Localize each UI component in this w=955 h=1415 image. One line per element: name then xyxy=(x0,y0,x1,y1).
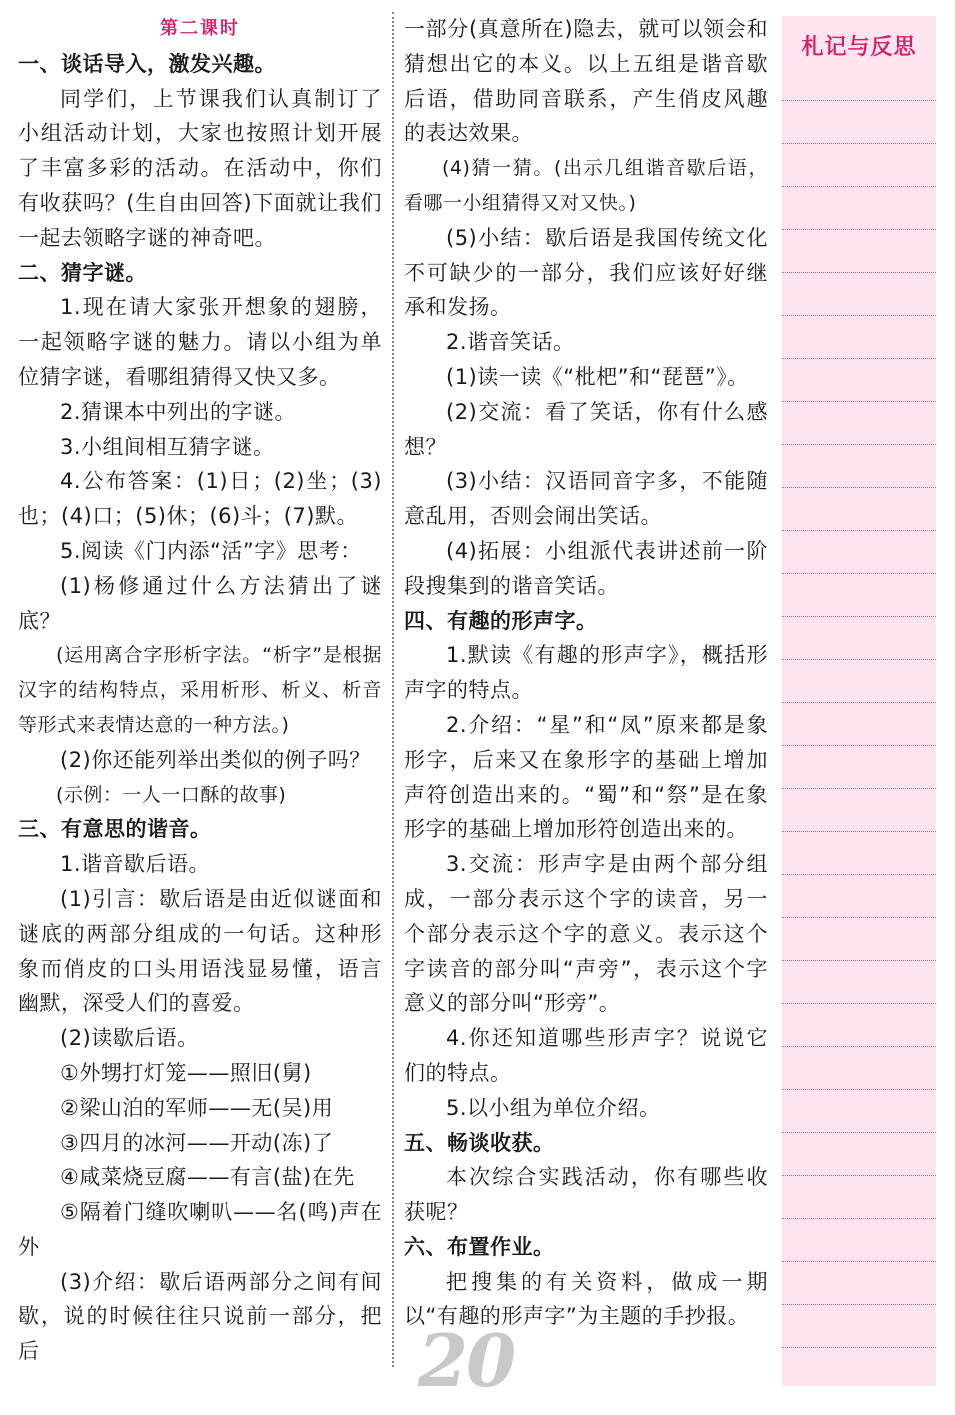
notes-writing-line xyxy=(782,702,936,703)
paragraph: (4)拓展：小组派代表讲述前一阶段搜集到的谐音笑话。 xyxy=(404,538,768,598)
notes-writing-line xyxy=(782,616,936,617)
notes-title: 札记与反思 xyxy=(801,35,917,60)
paragraph: 一部分(真意所在)隐去，就可以领会和猜想出它的本义。以上五组是谐音歇后语，借助同音联系，产生俏皮风趣的表达效果。 xyxy=(404,17,768,146)
notes-writing-line xyxy=(782,573,936,574)
notes-writing-line xyxy=(782,272,936,273)
notes-writing-line xyxy=(782,1089,936,1090)
paragraph: 2.猜课本中列出的字谜。 xyxy=(60,399,297,424)
list-item: ①外甥打灯笼——照旧(舅) xyxy=(60,1060,312,1085)
notes-writing-line xyxy=(782,788,936,789)
list-item: ⑤隔着门缝吹喇叭——名(鸣)声在外 xyxy=(18,1200,382,1259)
paragraph: 2.谐音笑话。 xyxy=(446,330,575,355)
answer-note: (运用离合字形析字法。“析字”是根据汉字的结构特点，采用析形、析义、析音等形式来表情达意的一种方法。) xyxy=(18,644,382,736)
notes-writing-line xyxy=(782,530,936,531)
notes-writing-line xyxy=(782,1046,936,1047)
paragraph: 1.默读《有趣的形声字》，概括形声字的特点。 xyxy=(404,643,768,703)
notes-writing-line xyxy=(782,229,936,230)
paragraph: 把搜集的有关资料，做成一期以“有趣的形声字”为主题的手抄报。 xyxy=(404,1269,768,1329)
paragraph: 4.公布答案：(1)日；(2)坐；(3)也；(4)口；(5)休；(6)斗；(7)默。 xyxy=(18,469,382,529)
right-column xyxy=(404,12,768,1334)
paragraph: 同学们，上节课我们认真制订了小组活动计划，大家也按照计划开展了丰富多彩的活动。在活动中，你们有收获吗？(生自由回答)下面就让我们一起去领略字谜的神奇吧。 xyxy=(18,86,382,250)
list-item: ②梁山泊的军师——无(吴)用 xyxy=(60,1095,334,1120)
notes-writing-line xyxy=(782,401,936,402)
paragraph: 2.介绍：“星”和“凤”原来都是象形字，后来又在象形字的基础上增加声符创造出来的。“蜀”和“祭”是在象形字的基础上增加形符创造出来的。 xyxy=(404,712,768,842)
paragraph: 4.你还知道哪些形声字？说说它们的特点。 xyxy=(404,1026,768,1085)
paragraph: 3.小组间相互猜字谜。 xyxy=(60,434,275,459)
answer-note: (示例：一人一口酥的故事) xyxy=(56,783,287,806)
paragraph: (4)猜一猜。(出示几组谐音歇后语，看哪一小组猜得又对又快。) xyxy=(404,157,768,214)
notes-writing-line xyxy=(782,659,936,660)
left-column xyxy=(18,12,382,1369)
paragraph: 1.现在请大家张开想象的翅膀，一起领略字谜的魅力。请以小组为单位猜字谜，看哪组猜得又快又多。 xyxy=(18,295,382,389)
notes-writing-line xyxy=(782,315,936,316)
paragraph: 5.阅读《门内添“活”字》思考： xyxy=(60,538,362,563)
notes-writing-line xyxy=(782,1304,936,1305)
notes-writing-line xyxy=(782,1003,936,1004)
paragraph: 3.交流：形声字是由两个部分组成，一部分表示这个字的读音，另一个部分表示这个字的意义。表示这个字读音的部分叫“声旁”，表示这个字意义的部分叫“形旁”。 xyxy=(404,852,768,1016)
paragraph: 本次综合实践活动，你有哪些收获呢？ xyxy=(404,1165,768,1225)
notes-writing-line xyxy=(782,874,936,875)
notes-writing-line xyxy=(782,143,936,144)
lesson-title: 第二课时 xyxy=(160,18,240,39)
notes-writing-line xyxy=(782,358,936,359)
notes-writing-line xyxy=(782,186,936,187)
notes-writing-line xyxy=(782,487,936,488)
list-item: ③四月的冰河——开动(冻)了 xyxy=(60,1130,334,1155)
list-item: ④咸菜烧豆腐——有言(盐)在先 xyxy=(60,1165,355,1190)
notes-sidebar xyxy=(782,16,936,1386)
section-heading: 五、畅谈收获。 xyxy=(404,1130,555,1155)
notes-writing-line xyxy=(782,917,936,918)
column-divider xyxy=(392,12,394,1367)
page-number: 20 xyxy=(418,1318,515,1403)
paragraph: (1)读一读《“枇杷”和“琵琶”》。 xyxy=(446,364,749,389)
paragraph: (1)引言：歇后语是由近似谜面和谜底的两部分组成的一句话。这种形象而俏皮的口头用语浅显易懂，语言幽默，深受人们的喜爱。 xyxy=(18,886,382,1016)
notes-writing-line xyxy=(782,1218,936,1219)
notes-writing-line xyxy=(782,831,936,832)
section-heading: 二、猜字谜。 xyxy=(18,260,147,285)
paragraph: (3)介绍：歇后语两部分之间有间歇，说的时候往往只说前一部分，把后 xyxy=(18,1269,382,1364)
notes-writing-line xyxy=(782,745,936,746)
paragraph: (2)交流：看了笑话，你有什么感想？ xyxy=(404,399,768,459)
paragraph: (5)小结：歇后语是我国传统文化不可缺少的一部分，我们应该好好继承和发扬。 xyxy=(404,225,768,320)
section-heading: 一、谈话导入，激发兴趣。 xyxy=(18,51,276,76)
paragraph: 1.谐音歇后语。 xyxy=(60,852,211,877)
section-heading: 六、布置作业。 xyxy=(404,1234,555,1259)
section-heading: 四、有趣的形声字。 xyxy=(404,608,598,633)
paragraph: (3)小结：汉语同音字多，不能随意乱用，否则会闹出笑话。 xyxy=(404,469,768,529)
paragraph: (2)读歇后语。 xyxy=(60,1026,199,1051)
notes-writing-line xyxy=(782,100,936,101)
paragraph: 5.以小组为单位介绍。 xyxy=(446,1095,661,1120)
paragraph: (1)杨修通过什么方法猜出了谜底？ xyxy=(18,573,382,633)
notes-writing-line xyxy=(782,444,936,445)
section-heading: 三、有意思的谐音。 xyxy=(18,817,212,842)
notes-writing-line xyxy=(782,1347,936,1348)
notes-writing-line xyxy=(782,1132,936,1133)
notes-writing-line xyxy=(782,1175,936,1176)
notes-writing-line xyxy=(782,1261,936,1262)
notes-writing-line xyxy=(782,960,936,961)
paragraph: (2)你还能列举出类似的例子吗？ xyxy=(60,747,371,772)
